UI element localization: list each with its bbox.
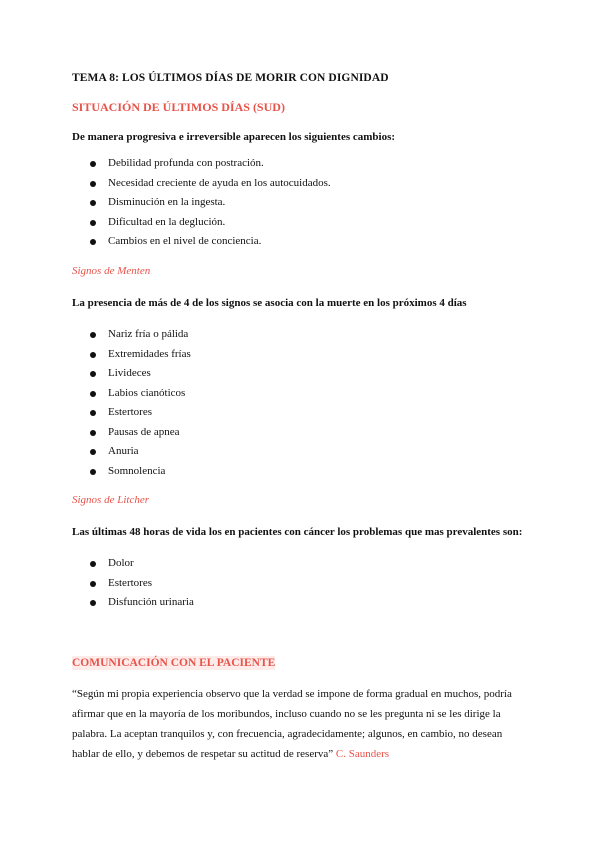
bullet-icon	[90, 449, 96, 455]
list-item: Disfunción urinaria	[72, 593, 194, 613]
list-item: Dificultad en la deglución.	[72, 213, 331, 233]
list-item: Somnolencia	[72, 462, 191, 482]
page-title: TEMA 8: LOS ÚLTIMOS DÍAS DE MORIR CON DIGNIDAD	[72, 72, 389, 84]
quote-author: C. Saunders	[335, 748, 390, 760]
list-item: Livideces	[72, 364, 191, 384]
comunicacion-heading: COMUNICACIÓN CON EL PACIENTE	[72, 657, 276, 669]
menten-list	[72, 325, 191, 481]
bullet-icon	[90, 430, 96, 436]
saunders-quote	[72, 684, 528, 764]
bullet-icon	[90, 352, 96, 358]
bullet-icon	[90, 161, 96, 167]
list-item: Dolor	[72, 554, 194, 574]
bullet-icon	[90, 239, 96, 245]
list-item: Extremidades frías	[72, 345, 191, 365]
bullet-icon	[90, 391, 96, 397]
quote-text: “Según mi propia experiencia observo que la verdad se impone de forma gradual en muchos, podría afirmar que en la mayoría de los moribundos, incluso cuando no se les pregunta ni se les dirige la palabra. La aceptan tranquilos y, con frecuencia, agradecidamente; algunos, en cambio, no desean hablar de ello, y debemos de respetar su actitud de reserva”	[72, 688, 512, 760]
bullet-icon	[90, 371, 96, 377]
bullet-icon	[90, 561, 96, 567]
list-item: Debilidad profunda con postración.	[72, 154, 331, 174]
list-item: Disminución en la ingesta.	[72, 193, 331, 213]
bullet-icon	[90, 469, 96, 475]
litcher-heading: Signos de Litcher	[72, 494, 149, 506]
list-item: Cambios en el nivel de conciencia.	[72, 232, 331, 252]
bullet-icon	[90, 600, 96, 606]
list-item: Nariz fría o pálida	[72, 325, 191, 345]
bullet-icon	[90, 410, 96, 416]
bullet-icon	[90, 581, 96, 587]
bullet-icon	[90, 181, 96, 187]
list-item: Labios cianóticos	[72, 384, 191, 404]
menten-heading: Signos de Menten	[72, 265, 151, 277]
list-item: Necesidad creciente de ayuda en los autocuidados.	[72, 174, 331, 194]
bullet-icon	[90, 332, 96, 338]
litcher-intro: Las últimas 48 horas de vida los en pacientes con cáncer los problemas que mas prevalentes son:	[72, 526, 523, 538]
bullet-icon	[90, 220, 96, 226]
sud-intro: De manera progresiva e irreversible aparecen los siguientes cambios:	[72, 131, 396, 143]
list-item: Estertores	[72, 403, 191, 423]
sud-list	[72, 154, 331, 252]
sud-heading: SITUACIÓN DE ÚLTIMOS DÍAS (SUD)	[72, 100, 285, 114]
list-item: Anuria	[72, 442, 191, 462]
bullet-icon	[90, 200, 96, 206]
list-item: Pausas de apnea	[72, 423, 191, 443]
litcher-list	[72, 554, 194, 613]
list-item: Estertores	[72, 574, 194, 594]
menten-intro: La presencia de más de 4 de los signos se asocia con la muerte en los próximos 4 días	[72, 297, 467, 309]
